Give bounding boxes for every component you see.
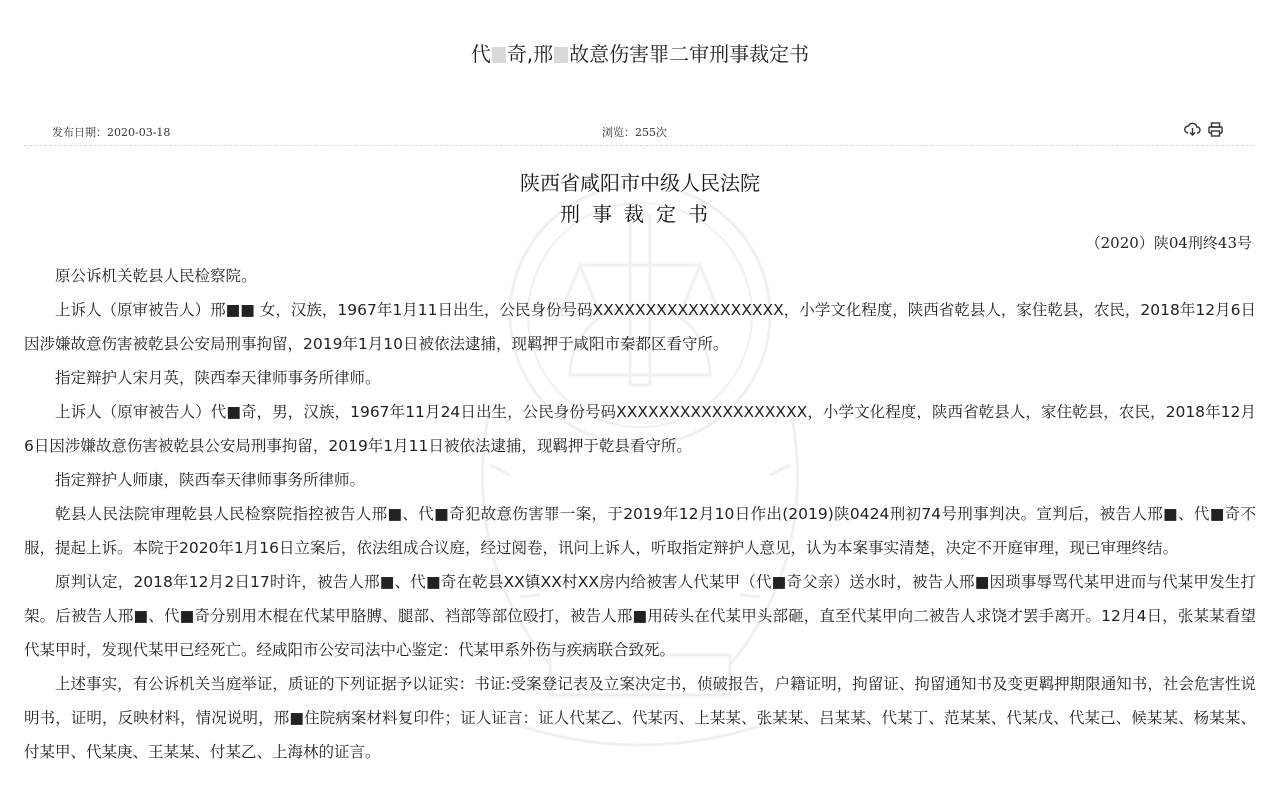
meta-row: [24, 123, 1254, 146]
document-type: 刑事裁定书: [560, 202, 720, 226]
paragraph: 上述事实，有公诉机关当庭举证，质证的下列证据予以证实：书证:受案登记表及立案决定书，侦破报告，户籍证明，拘留证、拘留通知书及变更羁押期限通知书，社会危害性说明书，证明，反映材料，情况说明，邢■住院病案材料复印件；证人证言：证人代某乙、代某丙、上某某、张某某、吕某某、代某丁、范某某、代某戊、代某己、候某某、杨某某、付某甲、代某庚、王某某、付某乙、上海林的证言。: [24, 675, 1256, 761]
case-number: （2020）陕04刑终43号: [1085, 234, 1252, 252]
paragraph: 上诉人（原审被告人）邢■■ 女，汉族，1967年1月11日出生，公民身份号码XXXXXXXXXXXXXXXXXX，小学文化程度，陕西省乾县人，家住乾县，农民，2018年12月6日因涉嫌故意伤害被乾县公安局刑事拘留，2019年1月10日被依法逮捕，现羁押于咸阳市秦都区看守所。: [24, 301, 1256, 353]
document-title: 代 奇,邢 故意伤害罪二审刑事裁定书: [470, 42, 810, 66]
paragraph: 指定辩护人宋月英，陕西奉天律师事务所律师。: [55, 369, 381, 387]
document-body: [24, 259, 1256, 769]
print-icon[interactable]: [1207, 121, 1224, 138]
paragraph: 上诉人（原审被告人）代■奇，男，汉族，1967年11月24日出生，公民身份号码XXXXXXXXXXXXXXXXXX，小学文化程度，陕西省乾县人，家住乾县，农民，2018年12月6日因涉嫌故意伤害被乾县公安局刑事拘留，2019年1月11日被依法逮捕，现羁押于乾县看守所。: [24, 403, 1256, 455]
publish-date: 发布日期：2020-03-18: [52, 126, 171, 139]
paragraph: 原判认定，2018年12月2日17时许，被告人邢■、代■奇在乾县XX镇XX村XX房内给被害人代某甲（代■奇父亲）送水时，被告人邢■因琐事辱骂代某甲进而与代某甲发生打架。后被告人邢■、代■奇分别用木棍在代某甲胳膊、腿部、裆部等部位殴打，被告人邢■用砖头在代某甲头部砸，直至代某甲向二被告人求饶才罢手离开。12月4日，张某某看望代某甲时，发现代某甲已经死亡。经咸阳市公安司法中心鉴定：代某甲系外伤与疾病联合致死。: [24, 573, 1256, 659]
redaction-mask: [554, 47, 568, 63]
paragraph: 指定辩护人师康，陕西奉天律师事务所律师。: [55, 471, 366, 489]
download-icon[interactable]: [1184, 121, 1201, 138]
paragraph: 乾县人民法院审理乾县人民检察院指控被告人邢■、代■奇犯故意伤害罪一案，于2019年12月10日作出(2019)陕0424刑初74号刑事判决。宣判后，被告人邢■、代■奇不服，提起上诉。本院于2020年1月16日立案后，依法组成合议庭，经过阅卷，讯问上诉人，听取指定辩护人意见，认为本案事实清楚，决定不开庭审理，现已审理终结。: [24, 505, 1256, 557]
court-name: 陕西省咸阳市中级人民法院: [520, 171, 760, 195]
view-count: 浏览：255次: [602, 126, 667, 139]
paragraph: 原公诉机关乾县人民检察院。: [55, 267, 257, 285]
redaction-mask: [492, 47, 506, 63]
toolbar-icons: [1184, 121, 1224, 138]
